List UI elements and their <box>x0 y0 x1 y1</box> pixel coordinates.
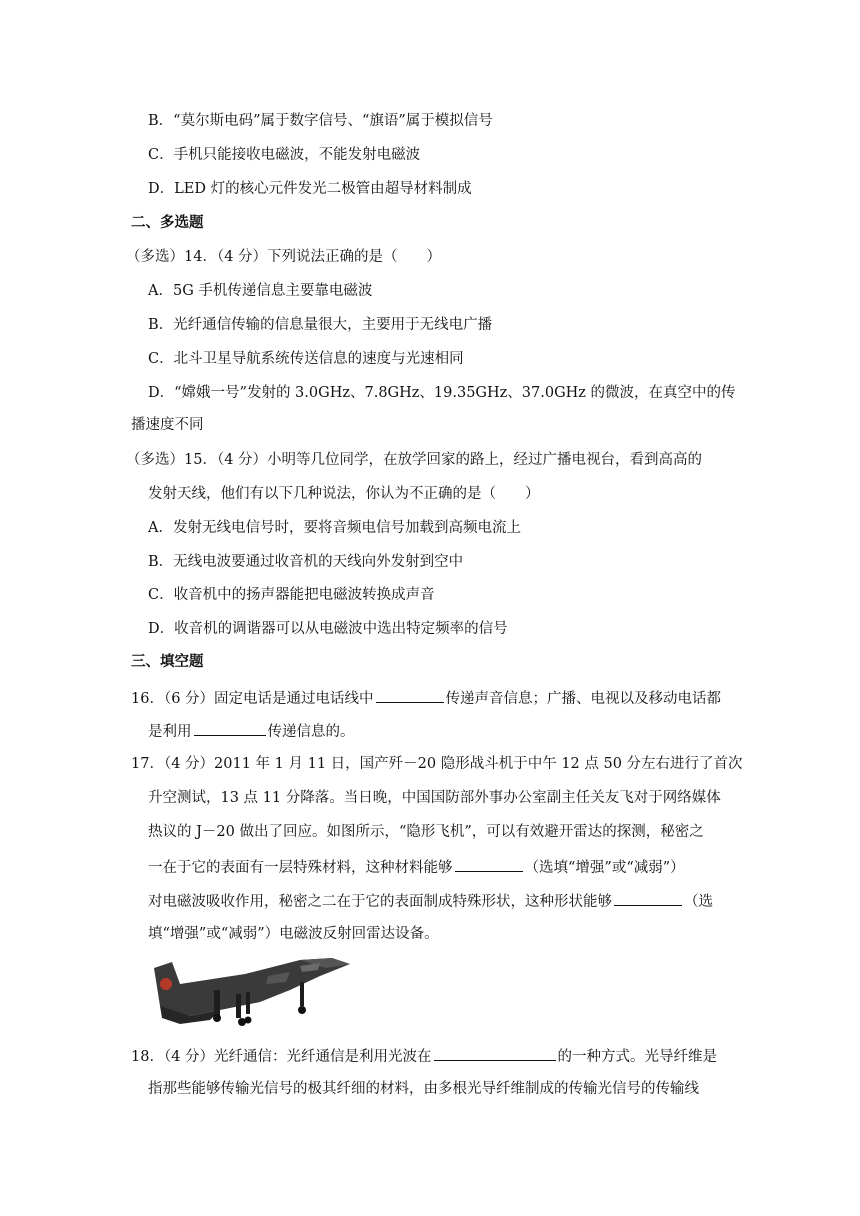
q14-option-d-line2: 播速度不同 <box>131 417 204 433</box>
q17-line2: 升空测试，13 点 11 分降落。当日晚，中国国防部外事办公室副主任关友飞对于网络媒体 <box>148 790 721 806</box>
q16-line1 <box>131 687 721 709</box>
q13-option-c: C．手机只能接收电磁波，不能发射电磁波 <box>148 147 421 163</box>
q17-text-d: （选 <box>684 894 713 910</box>
q16-blank-1[interactable] <box>376 687 444 703</box>
q17-line6: 填“增强”或“减弱”）电磁波反射回雷达设备。 <box>148 926 439 942</box>
q16-text-c: 是利用 <box>148 724 192 740</box>
q18-line1 <box>131 1045 717 1067</box>
q16-blank-2[interactable] <box>194 720 266 736</box>
q18-text-b: 的一种方式。光导纤维是 <box>557 1049 718 1065</box>
q14-stem: （多选）14．（4 分）下列说法正确的是（ ） <box>126 249 442 265</box>
q17-line5 <box>148 890 713 912</box>
q16-text-b: 传递声音信息；广播、电视以及移动电话都 <box>445 691 722 707</box>
q14-option-b: B．光纤通信传输的信息量很大，主要用于无线电广播 <box>148 317 493 333</box>
q17-blank-2[interactable] <box>614 890 682 906</box>
q15-stem-line2: 发射天线，他们有以下几种说法，你认为不正确的是（ ） <box>148 486 540 502</box>
q17-text-a: 一在于它的表面有一层特殊材料，这种材料能够 <box>148 860 453 876</box>
q16-line2 <box>148 720 355 742</box>
q14-option-a: A．5G 手机传递信息主要靠电磁波 <box>148 283 373 299</box>
q16-text-a: 16．（6 分）固定电话是通过电话线中 <box>131 691 374 707</box>
section-heading-fill-in: 三、填空题 <box>131 654 204 670</box>
q16-text-d: 传递信息的。 <box>267 724 355 740</box>
q15-option-d: D．收音机的调谐器可以从电磁波中选出特定频率的信号 <box>148 621 508 637</box>
q17-text-c: 对电磁波吸收作用，秘密之二在于它的表面制成特殊形状，这种形状能够 <box>148 894 612 910</box>
q15-stem-line1: （多选）15．（4 分）小明等几位同学，在放学回家的路上，经过广播电视台，看到高高的 <box>126 452 703 468</box>
section-heading-multiple-choice: 二、多选题 <box>131 215 204 231</box>
q18-blank-1[interactable] <box>434 1045 556 1061</box>
q15-option-a: A．发射无线电信号时，要将音频电信号加载到高频电流上 <box>148 520 521 536</box>
q18-text-a: 18．（4 分）光纤通信：光纤通信是利用光波在 <box>131 1049 432 1065</box>
q17-text-b: （选填“增强”或“减弱”） <box>524 860 685 876</box>
q17-line4 <box>148 856 685 878</box>
q13-option-d: D．LED 灯的核心元件发光二极管由超导材料制成 <box>148 181 472 197</box>
q15-option-b: B．无线电波要通过收音机的天线向外发射到空中 <box>148 554 464 570</box>
q18-line2: 指那些能够传输光信号的极其纤细的材料，由多根光导纤维制成的传输光信号的传输线 <box>148 1081 699 1097</box>
stealth-jet-image <box>150 954 352 1034</box>
q13-option-b: B．“莫尔斯电码”属于数字信号、“旗语”属于模拟信号 <box>148 113 493 129</box>
q15-option-c: C．收音机中的扬声器能把电磁波转换成声音 <box>148 587 435 603</box>
q17-line3: 热议的 J－20 做出了回应。如图所示，“隐形飞机”，可以有效避开雷达的探测，秘密之 <box>148 824 704 840</box>
q14-option-d-line1: D．“嫦娥一号”发射的 3.0GHz、7.8GHz、19.35GHz、37.0GHz 的微波，在真空中的传 <box>148 385 736 401</box>
q17-line1: 17．（4 分）2011 年 1 月 11 日，国产歼－20 隐形战斗机于中午 12 点 50 分左右进行了首次 <box>131 756 743 772</box>
q17-blank-1[interactable] <box>455 856 523 872</box>
q14-option-c: C．北斗卫星导航系统传送信息的速度与光速相同 <box>148 351 464 367</box>
